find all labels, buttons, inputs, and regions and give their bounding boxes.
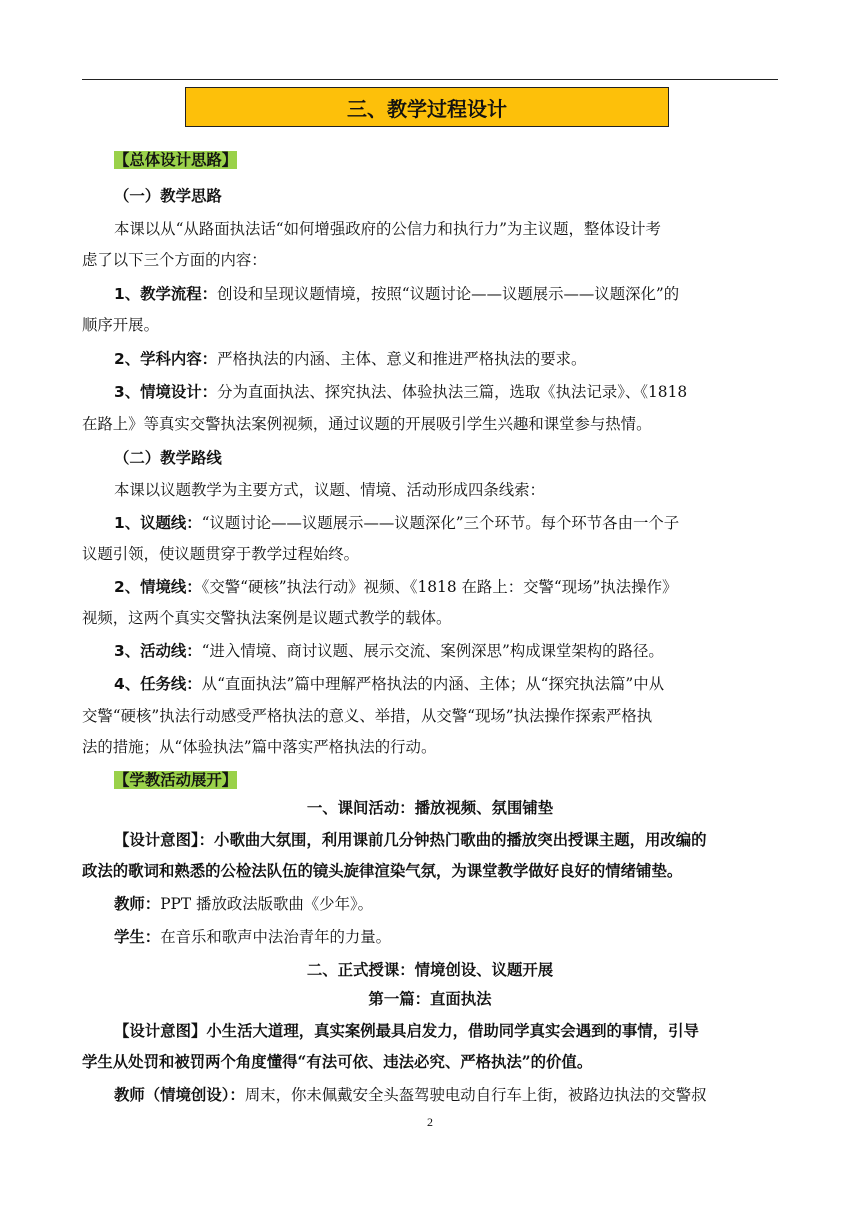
teacher-label: 教师： — [114, 895, 161, 913]
subheading-teaching-approach: （一）教学思路 — [114, 187, 222, 205]
item-text: “进入情境、商讨议题、展示交流、案例深思”构成课堂架构的路径。 — [201, 642, 664, 660]
activity-heading-line — [82, 769, 810, 791]
item-label: 1、教学流程： — [114, 285, 218, 303]
paragraph-line: 虑了以下三个方面的内容： — [82, 251, 267, 269]
page-number: 2 — [427, 1115, 433, 1129]
intent-text: 小歌曲大氛围，利用课前几分钟热门歌曲的播放突出授课主题，用改编的 — [214, 831, 707, 849]
activity-heading: 【学教活动展开】 — [114, 771, 238, 789]
design-intent-2 — [82, 1020, 810, 1042]
overall-heading: 【总体设计思路】 — [114, 151, 238, 169]
teacher-label: 教师（情境创设）： — [114, 1086, 245, 1104]
item-label: 2、学科内容： — [114, 350, 218, 368]
list-item-teaching-flow — [82, 283, 810, 305]
list-item-scenario-design — [82, 381, 810, 403]
list-item-task-line — [82, 673, 810, 695]
item-label: 3、活动线： — [114, 642, 202, 660]
list-item-subject-content — [82, 348, 810, 370]
paragraph-line: 议题引领，使议题贯穿于教学过程始终。 — [82, 545, 360, 563]
section-title-box — [185, 87, 669, 127]
overall-heading-line — [82, 149, 810, 171]
paragraph-line: 本课以从“从路面执法话“如何增强政府的公信力和执行力”为主议题，整体设计考 — [114, 220, 661, 238]
intent-text: 小生活大道理，真实案例最具启发力，借助同学真实会遇到的事情，引导 — [206, 1022, 699, 1040]
item-text: 创设和呈现议题情境，按照“议题讨论——议题展示——议题深化”的 — [217, 285, 680, 303]
item-text: 分为直面执法、探究执法、体验执法三篇，选取《执法记录》、《1818 — [217, 383, 688, 401]
paragraph-line: 学生从处罚和被罚两个角度懂得“有法可依、违法必究、严格执法”的价值。 — [82, 1053, 593, 1071]
teacher-line-2 — [82, 1084, 810, 1106]
paragraph-line: 视频，这两个真实交警执法案例是议题式教学的载体。 — [82, 609, 452, 627]
student-label: 学生： — [114, 928, 161, 946]
item-text: 《交警“硬核”执法行动》视频、《1818 在路上：交警“现场”执法操作》 — [201, 578, 678, 596]
section-title: 三、教学过程设计 — [347, 96, 507, 121]
list-item-activity-line — [82, 640, 810, 662]
section-heading-break-activity: 一、课间活动：播放视频、氛围铺垫 — [306, 799, 554, 817]
list-item-topic-line — [82, 512, 810, 534]
item-label: 2、情境线： — [114, 578, 202, 596]
item-text: “议题讨论——议题展示——议题深化”三个环节。每个环节各由一个子 — [201, 514, 680, 532]
design-intent-1 — [82, 829, 810, 851]
item-label: 1、议题线： — [114, 514, 202, 532]
teacher-line-1 — [82, 893, 810, 915]
paragraph-line: 本课以议题教学为主要方式，议题、情境、活动形成四条线索： — [114, 481, 545, 499]
item-label: 4、任务线： — [114, 675, 202, 693]
paragraph-line: 法的措施；从“体验执法”篇中落实严格执法的行动。 — [82, 738, 437, 756]
paragraph-line: 交警“硬核”执法行动感受严格执法的意义、举措，从交警“现场”执法操作探索严格执 — [82, 707, 653, 725]
teacher-text: PPT 播放政法版歌曲《少年》。 — [160, 895, 374, 913]
paragraph-line: 政法的歌词和熟悉的公检法队伍的镜头旋律渲染气氛，为课堂教学做好良好的情绪铺垫。 — [82, 862, 683, 880]
item-text: 严格执法的内涵、主体、意义和推进严格执法的要求。 — [217, 350, 587, 368]
paragraph-line: 顺序开展。 — [82, 316, 159, 334]
list-item-scenario-line — [82, 576, 810, 598]
section-heading-formal-class: 二、正式授课：情境创设、议题开展 — [306, 961, 554, 979]
paragraph-line: 在路上》等真实交警执法案例视频，通过议题的开展吸引学生兴趣和课堂参与热情。 — [82, 415, 652, 433]
teacher-text: 周末，你未佩戴安全头盔驾驶电动自行车上街，被路边执法的交警叔 — [244, 1086, 707, 1104]
header-rule — [82, 79, 778, 80]
item-label: 3、情境设计： — [114, 383, 218, 401]
item-text: 从“直面执法”篇中理解严格执法的内涵、主体；从“探究执法篇”中从 — [201, 675, 665, 693]
subheading-teaching-route: （二）教学路线 — [114, 449, 222, 467]
intent-label: 【设计意图】 — [114, 1022, 207, 1040]
part-heading-face-enforcement: 第一篇：直面执法 — [368, 990, 492, 1008]
student-line-1 — [82, 926, 810, 948]
student-text: 在音乐和歌声中法治青年的力量。 — [160, 928, 392, 946]
intent-label: 【设计意图】： — [114, 831, 215, 849]
